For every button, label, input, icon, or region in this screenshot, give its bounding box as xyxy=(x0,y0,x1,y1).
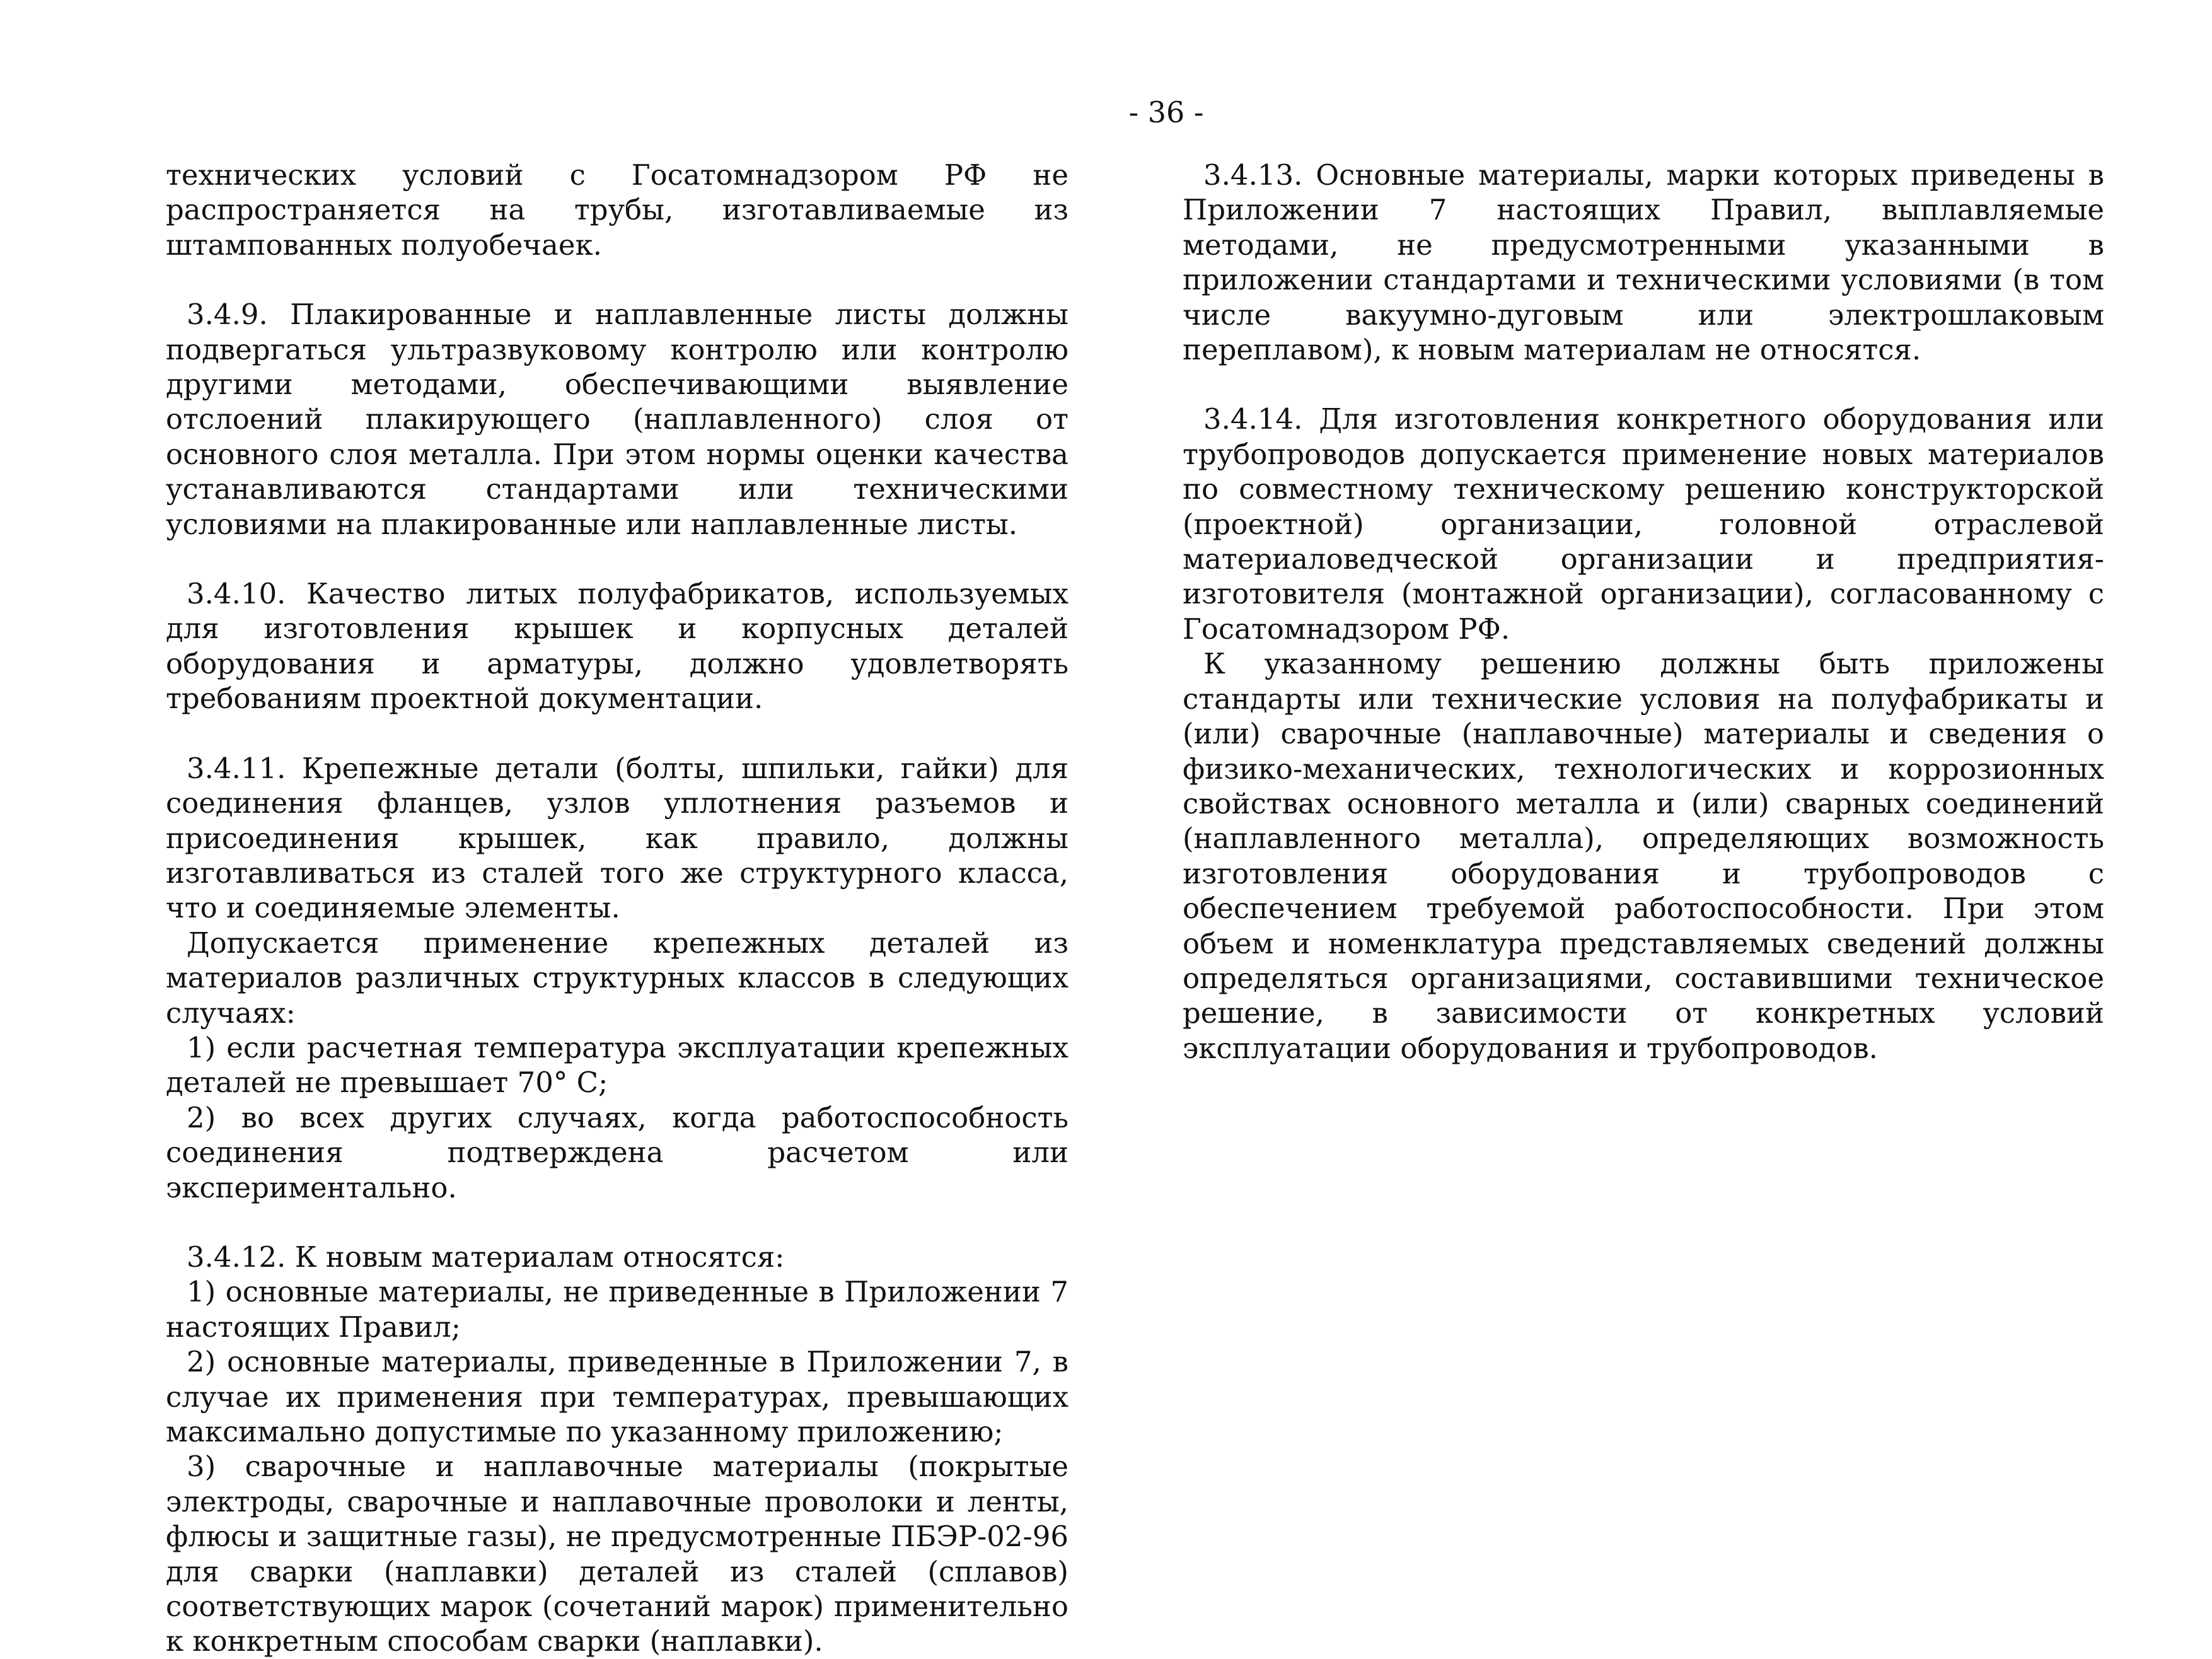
clause-3-4-11-item-2: 2) во всех других случаях, когда работоспособность соединения подтверждена расчетом или экспериментально. xyxy=(166,1100,1068,1204)
page-number: - 36 - xyxy=(1128,95,1204,129)
clause-3-4-12-item-3: 3) сварочные и наплавочные материалы (покрытые электроды, сварочные и наплавочные проволоки и ленты, флюсы и защитные газы), не предусмотренные ПБЭР-02-96 для сварки (наплавки) деталей из сталей (сплавов) соответствующих марок (сочетаний марок) применительно к конкретным способам сварки (наплавки). xyxy=(166,1450,1068,1658)
right-column xyxy=(1183,158,2104,1066)
clause-3-4-10: 3.4.10. Качество литых полуфабрикатов, используемых для изготовления крышек и корпусных деталей оборудования и арматуры, должно удовлетворять требованиям проектной документации. xyxy=(166,577,1068,716)
clause-3-4-14-paragraph: К указанному решению должны быть приложены стандарты или технические условия на полуфабрикаты и (или) сварочные (наплавочные) материалы и сведения о физико-механических, технологических и коррозионных свойствах основного металла и (или) сварных соединений (наплавленного металла), определяющих возможность изготовления оборудования и трубопроводов с обеспечением требуемой работоспособности. При этом объем и номенклатура представляемых сведений должны определяться организациями, составившими техническое решение, в зависимости от конкретных условий эксплуатации оборудования и трубопроводов. xyxy=(1183,647,2104,1065)
clause-3-4-14: 3.4.14. Для изготовления конкретного оборудования или трубопроводов допускается применение новых материалов по совместному техническому решению конструкторской (проектной) организации, головной отраслевой материаловедческой организации и предприятия-изготовителя (монтажной организации), согласованному с Госатомнадзором РФ. xyxy=(1183,402,2104,646)
clause-3-4-11-paragraph: Допускается применение крепежных деталей из материалов различных структурных классов в следующих случаях: xyxy=(166,926,1068,1030)
clause-3-4-13: 3.4.13. Основные материалы, марки которых приведены в Приложении 7 настоящих Правил, выплавляемые методами, не предусмотренными указанными в приложении стандартами и техническими условиями (в том числе вакуумно-дуговым или электрошлаковым переплавом), к новым материалам не относятся. xyxy=(1183,158,2104,367)
clause-3-4-12-item-1: 1) основные материалы, не приведенные в Приложении 7 настоящих Правил; xyxy=(166,1275,1068,1344)
clause-3-4-11-item-1: 1) если расчетная температура эксплуатации крепежных деталей не превышает 70° С; xyxy=(166,1030,1068,1100)
clause-3-4-12: 3.4.12. К новым материалам относятся: xyxy=(187,1240,785,1274)
left-column xyxy=(166,158,1068,1659)
clause-3-4-12-item-2: 2) основные материалы, приведенные в Приложении 7, в случае их применения при температурах, превышающих максимально допустимые по указанному приложению; xyxy=(166,1345,1068,1448)
clause-3-4-11: 3.4.11. Крепежные детали (болты, шпильки, гайки) для соединения фланцев, узлов уплотнения разъемов и присоединения крышек, как правило, должны изготавливаться из сталей того же структурного класса, что и соединяемые элементы. xyxy=(166,751,1068,925)
clause-3-4-9: 3.4.9. Плакированные и наплавленные листы должны подвергаться ультразвуковому контролю или контролю другими методами, обеспечивающими выявление отслоений плакирующего (наплавленного) слоя от основного слоя металла. При этом нормы оценки качества устанавливаются стандартами или техническими условиями на плакированные или наплавленные листы. xyxy=(166,298,1068,541)
paragraph-continuation: технических условий с Госатомнадзором РФ не распространяется на трубы, изготавливаемые из штампованных полуобечаек. xyxy=(166,158,1068,262)
